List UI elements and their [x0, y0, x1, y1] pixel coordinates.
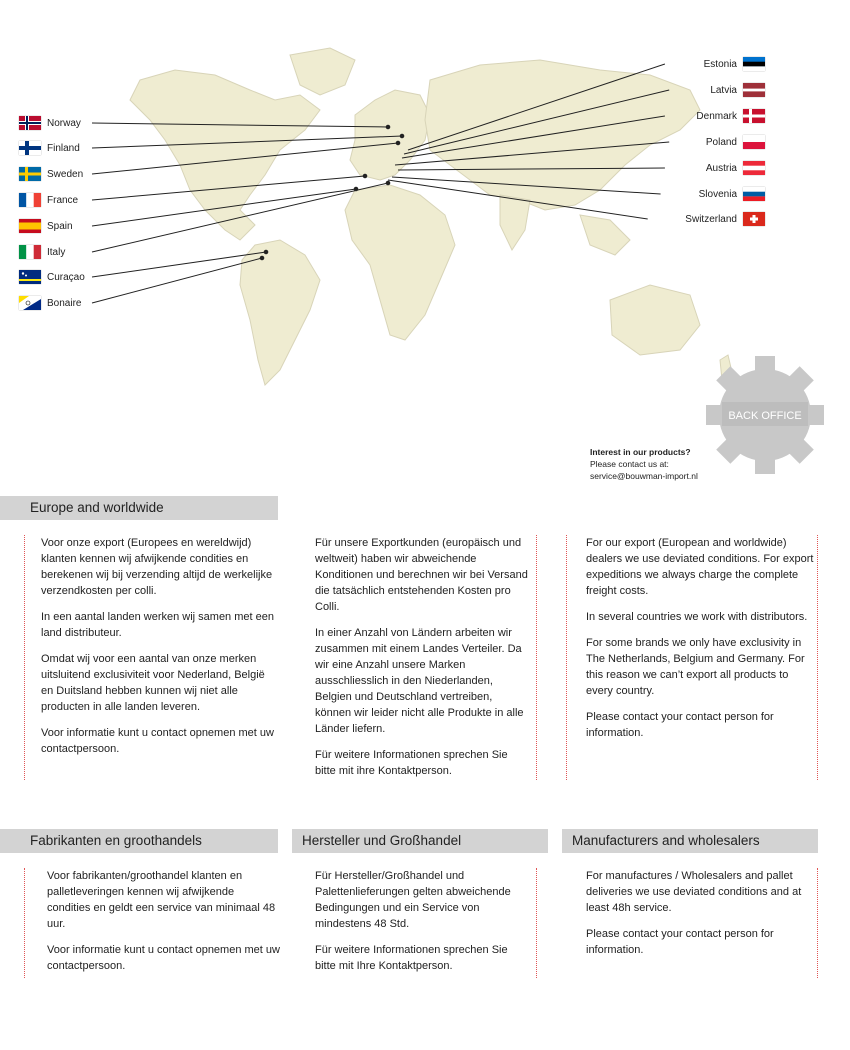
- paragraph: Voor onze export (Europees en wereldwijd) klanten kennen wij afwijkende condities en berekenen wij bij verzending altijd de werkelijke verzendkosten per colli.: [41, 537, 273, 597]
- country-label-estonia: [704, 57, 765, 71]
- country-label-france: [19, 193, 78, 207]
- bonaire-flag: [19, 296, 41, 310]
- spain-flag: [19, 219, 41, 233]
- north-america: [130, 70, 320, 240]
- contact-title: Interest in our products?: [590, 447, 691, 457]
- country-name: France: [47, 194, 79, 206]
- paragraph: For our export (European and worldwide) dealers we use deviated conditions. For export expeditions we always charge the complete freight costs.: [586, 537, 814, 597]
- india: [500, 195, 530, 250]
- paragraph: For some brands we only have exclusivity in The Netherlands, Belgium and Germany. For this reason we can’t export all products to every country.: [586, 637, 805, 697]
- poland-flag: [743, 135, 765, 149]
- south-america: [240, 240, 320, 385]
- paragraph: Voor informatie kunt u contact opnemen met uw contactpersoon.: [41, 727, 274, 755]
- country-label-spain: [19, 219, 73, 233]
- paragraph: Omdat wij voor een aantal van onze merken uitsluitend exclusiviteit voor Nederland, België en Duitsland hebben kunnen wij niet alle producten in alle landen leveren.: [41, 653, 265, 713]
- country-name: Finland: [47, 142, 80, 154]
- column-nl-2: [24, 868, 280, 978]
- paragraph: For manufactures / Wholesalers and pallet deliveries we use deviated conditions and at least 48h service.: [586, 870, 802, 914]
- sweden-flag: [19, 167, 41, 181]
- paragraph: Please contact your contact person for information.: [586, 711, 774, 739]
- continents: [130, 48, 732, 385]
- section-header-de: Hersteller und Großhandel: [292, 829, 548, 853]
- country-name: Switzerland: [685, 213, 737, 225]
- contact-block: [590, 446, 698, 482]
- africa: [345, 185, 455, 340]
- country-name: Latvia: [710, 84, 737, 96]
- gear-tooth: [755, 356, 775, 378]
- latvia-flag: [743, 83, 765, 97]
- country-name: Poland: [705, 136, 737, 148]
- norway-flag: [19, 116, 41, 130]
- country-name: Austria: [705, 162, 737, 174]
- switzerland-flag: [743, 212, 765, 226]
- paragraph: In einer Anzahl von Ländern arbeiten wir zusammen mit einem Landes Verteiler. Da wir eine Anzahl unsere Marken ausschliesslich in den Niederlanden, Belgien und Deutschland vertreiben, können wir leider nicht alle Produkte in alle Länder liefern.: [315, 627, 524, 735]
- contact-email[interactable]: service@bouwman-import.nl: [590, 471, 698, 481]
- location-dot: [264, 250, 268, 254]
- estonia-flag: [743, 57, 765, 71]
- country-label-norway: [19, 116, 81, 130]
- australia: [610, 285, 700, 355]
- curacao-flag: [19, 270, 41, 284]
- country-label-austria: [706, 161, 765, 175]
- contact-line: Please contact us at:: [590, 459, 669, 469]
- gear-icon: [700, 350, 830, 480]
- location-dot: [386, 125, 390, 129]
- connector-line: [92, 252, 266, 277]
- country-label-switzerland: [685, 212, 765, 226]
- section-header-en: Manufacturers and wholesalers: [562, 829, 818, 853]
- country-label-sweden: [19, 167, 83, 181]
- location-dot: [363, 174, 367, 178]
- location-dot: [396, 141, 400, 145]
- europe: [350, 90, 430, 180]
- country-label-slovenia: [699, 187, 765, 201]
- paragraph: Für Hersteller/Großhandel und Palettenlieferungen gelten abweichende Bedingungen und ein Service von mindestens 48 Std.: [315, 870, 511, 930]
- column-en: [566, 535, 818, 780]
- column-en-2: [566, 868, 818, 978]
- country-name: Spain: [47, 220, 73, 232]
- country-name: Denmark: [696, 110, 737, 122]
- country-label-italy: [19, 245, 65, 259]
- italy-flag: [19, 245, 41, 259]
- back-office-label: BACK OFFICE: [728, 410, 802, 422]
- slovenia-flag: [743, 187, 765, 201]
- country-label-bonaire: [19, 296, 81, 310]
- paragraph: In several countries we work with distributors.: [586, 611, 808, 623]
- country-label-denmark: [696, 109, 765, 123]
- country-label-finland: [19, 141, 80, 155]
- paragraph: Please contact your contact person for information.: [586, 928, 774, 956]
- country-name: Estonia: [703, 58, 737, 70]
- southeast-asia: [580, 215, 630, 255]
- paragraph: Für unsere Exportkunden (europäisch und weltweit) haben wir abweichende Konditionen und berechnen wir bei Versand die tatsächlich entstehenden Kosten pro Colli.: [315, 537, 528, 613]
- austria-flag: [743, 161, 765, 175]
- section-header-nl: Fabrikanten en groothandels: [0, 829, 278, 853]
- finland-flag: [19, 141, 41, 155]
- country-label-curaçao: [19, 270, 85, 284]
- paragraph: Für weitere Informationen sprechen Sie bitte mit ihre Kontaktperson.: [315, 749, 508, 777]
- location-dot: [260, 256, 264, 260]
- gear-tooth: [755, 452, 775, 474]
- country-label-latvia: [710, 83, 765, 97]
- country-name: Curaçao: [47, 271, 85, 283]
- country-name: Italy: [47, 246, 66, 258]
- paragraph: Für weitere Informationen sprechen Sie bitte mit Ihre Kontaktperson.: [315, 944, 508, 972]
- section-header-europe: Europe and worldwide: [0, 496, 278, 520]
- greenland: [290, 48, 355, 95]
- country-name: Sweden: [47, 168, 84, 180]
- country-label-poland: [706, 135, 765, 149]
- paragraph: In een aantal landen werken wij samen met een land distributeur.: [41, 611, 274, 639]
- location-dot: [386, 181, 390, 185]
- paragraph: Voor informatie kunt u contact opnemen met uw contactpersoon.: [47, 944, 280, 972]
- denmark-flag: [743, 109, 765, 123]
- country-name: Slovenia: [698, 188, 737, 200]
- country-name: Bonaire: [47, 297, 82, 309]
- column-de: [295, 535, 537, 780]
- paragraph: Voor fabrikanten/groothandel klanten en palletleveringen kennen wij afwijkende condities en geldt een service van minimaal 48 uur.: [47, 870, 276, 930]
- location-dot: [400, 134, 404, 138]
- france-flag: [19, 193, 41, 207]
- column-nl: [24, 535, 280, 780]
- country-name: Norway: [47, 117, 81, 129]
- column-de-2: [295, 868, 537, 978]
